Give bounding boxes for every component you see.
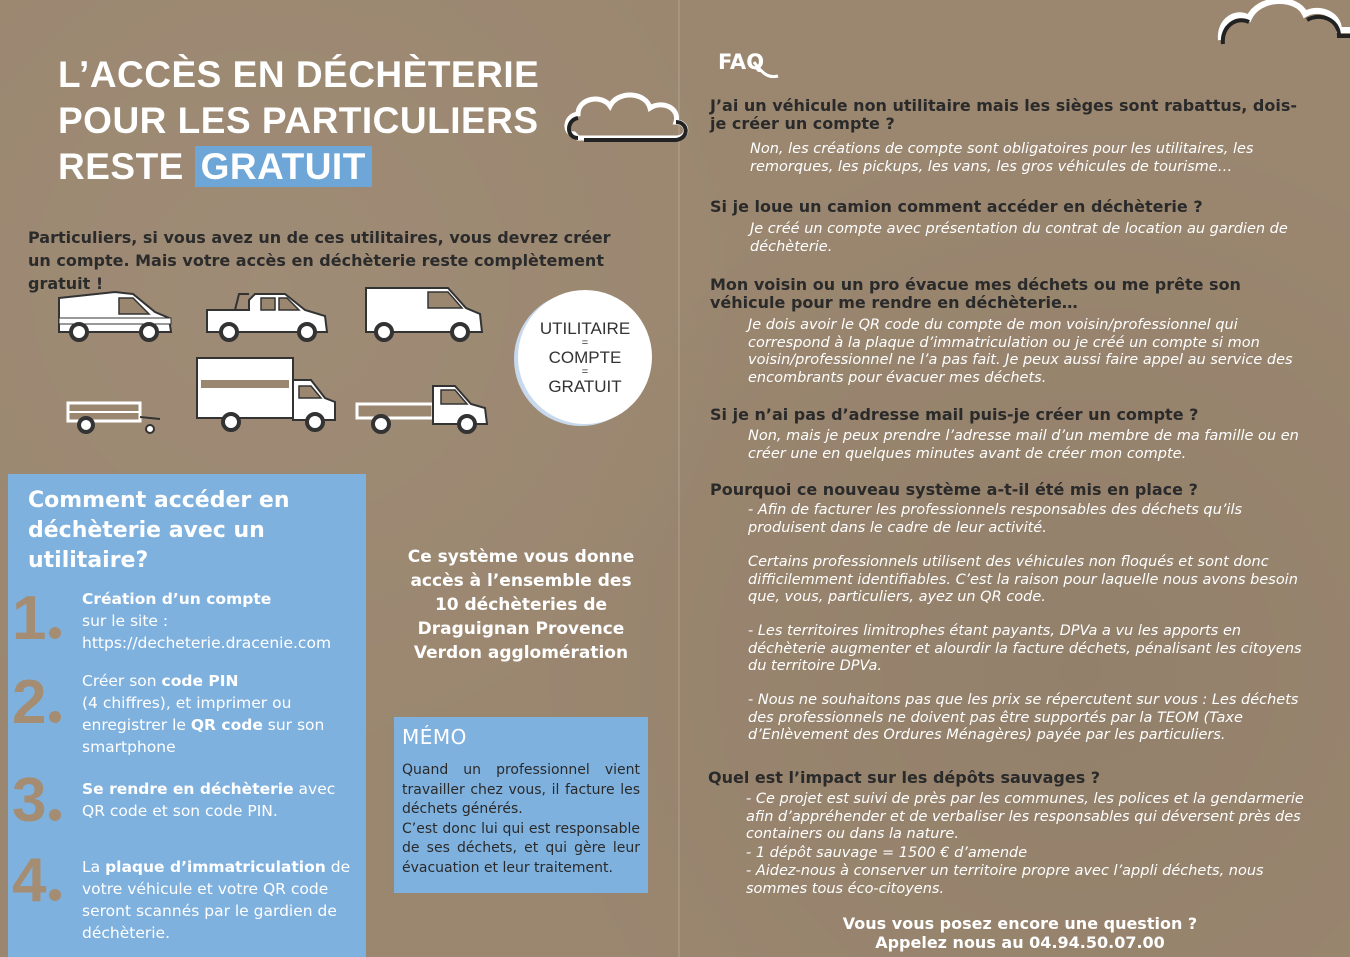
memo-p2: C’est donc lui qui est responsable de ses déchets, et qui gère leur évacuation et leur traitement. [402, 820, 640, 876]
van-icon [55, 288, 175, 344]
faq-answer-3: Je dois avoir le QR code du compte de mon voisin/professionnel qui correspond à la plaque d’immatriculation ou je créé un compte si mon voisin/professionnel ne l’a pas fait. Je peux aussi faire appel au service des encombrants pour évacuer mes déchets. [748, 317, 1293, 386]
faq-title: FAQ [718, 50, 765, 74]
faq-question-6: Quel est l’impact sur les dépôts sauvages ? [708, 768, 1101, 787]
faq-answer-5c: - Les territoires limitrophes étant payants, DPVa a vu les apports en déchèterie augmenter et alourdir la facture déchets, pénalisant les citoyens du territoire DPVa. [748, 623, 1302, 674]
contact-phone: Appelez nous au 04.94.50.07.00 [875, 933, 1165, 952]
step-1-bold: Création d’un compte [82, 590, 272, 608]
memo-box [394, 717, 648, 893]
memo-p1: Quand un professionnel vient travailler chez vous, il facture les déchets générés. [402, 762, 640, 817]
faq-question-5: Pourquoi ce nouveau système a-t-il été mis en place ? [710, 480, 1198, 499]
trailer-icon [64, 395, 164, 437]
step-1 [82, 588, 352, 654]
badge-eq-2: = [581, 365, 589, 378]
contact-line-1: Vous vous posez encore une question ? [842, 914, 1198, 933]
faq-question-4: Si je n’ai pas d’adresse mail puis-je créer un compte ? [710, 405, 1199, 424]
faq-answer-4: Non, mais je peux prendre l’adresse mail d’un membre de ma famille ou en créer une en quelques minutes avant de créer mon compte. [748, 428, 1299, 462]
faq-question-2: Si je loue un camion comment accéder en déchèterie ? [710, 197, 1203, 216]
title-line-1: L’ACCÈS EN DÉCHÈTERIE [58, 54, 540, 95]
faq-answer-6a: - Ce projet est suivi de près par les communes, les polices et la gendarmerie afin d’appréhender et de verbaliser les responsables qui déversent près des containers ou dans la nature. [746, 791, 1304, 842]
step-4: La plaque d’immatriculation de votre véhicule et votre QR code seront scannés par le gardien de déchèterie. [82, 858, 351, 942]
faq-question-1: J’ai un véhicule non utilitaire mais les sièges sont rabattus, dois-je créer un compte ? [710, 96, 1297, 133]
steps-title: Comment accéder en déchèterie avec un utilitaire? [28, 488, 290, 573]
step-3: Se rendre en déchèterie avec QR code et son code PIN. [82, 780, 336, 820]
title-line-3 [58, 144, 539, 190]
step-number-4: 4 [12, 850, 61, 912]
step-2: Créer son code PIN (4 chiffres), et imprimer ou enregistrer le QR code sur son smartphone [82, 672, 325, 756]
step-number-1: 1 [12, 588, 61, 650]
main-title [58, 52, 539, 190]
step-1-text: sur le site : [82, 612, 169, 630]
title-highlight: GRATUIT [195, 146, 372, 187]
faq-answer-2: Je créé un compte avec présentation du contrat de location au gardien de déchèterie. [750, 221, 1288, 255]
step-number-2: 2 [12, 672, 61, 734]
faq-answer-6c: - Aidez-nous à conserver un territoire propre avec l’appli déchets, nous sommes tous éco-citoyens. [746, 863, 1264, 897]
faq-answer-5a: - Afin de facturer les professionnels responsables des déchets qu’ils produisent dans le cadre de leur activité. [748, 502, 1243, 536]
access-text: Ce système vous donne accès à l’ensemble des 10 déchèteries de Draguignan Provence Verdon agglomération [407, 547, 635, 663]
faq-answer-5b: Certains professionnels utilisent des véhicules non floqués et sont donc difficilemment identifiables. C’est la raison pour laquelle nous avons besoin que, vous, particuliers, ayez un QR code. [748, 554, 1298, 605]
step-number-3: 3 [12, 770, 61, 832]
van-icon [362, 284, 486, 344]
steps-panel [8, 474, 366, 957]
memo-text [402, 761, 640, 878]
title-line-3-prefix: RESTE [58, 146, 184, 187]
cloud-icon [564, 86, 694, 146]
title-line-2: POUR LES PARTICULIERS [58, 100, 539, 141]
faq-answer-1: Non, les créations de compte sont obligatoires pour les utilitaires, les remorques, les pickups, les vans, les gros véhicules de tourisme… [750, 141, 1254, 175]
flatbed-truck-icon [355, 380, 491, 436]
faq-question-3: Mon voisin ou un pro évacue mes déchets ou me prête son véhicule pour me rendre en déchèterie… [710, 275, 1241, 312]
utilitaire-badge [518, 290, 652, 424]
cloud-icon [1215, 0, 1350, 70]
faq-answer-5d: - Nous ne souhaitons pas que les prix se répercutent sur vous : Les déchets des professionnels ne doivent pas être supportés par la TEOM (Taxe d’Enlèvement des Ordures Ménagères) payée par les particuliers. [748, 692, 1299, 743]
pickup-icon [205, 288, 330, 344]
step-1-url: https://decheterie.dracenie.com [82, 634, 332, 652]
box-truck-icon [193, 354, 339, 434]
faq-underline [750, 58, 780, 82]
contact-block [780, 914, 1260, 952]
badge-line-2: COMPTE [548, 347, 622, 367]
badge-line-3: GRATUIT [548, 376, 622, 396]
badge-eq-1: = [581, 336, 589, 349]
memo-title: MÉMO [402, 725, 467, 749]
faq-answer-6b: - 1 dépôt sauvage = 1500 € d’amende [746, 845, 1028, 861]
badge-line-1: UTILITAIRE [539, 318, 631, 338]
intro-text: Particuliers, si vous avez un de ces utilitaires, vous devrez créer un compte. Mais votre accès en déchèterie reste complètement gratuit ! [28, 228, 611, 293]
